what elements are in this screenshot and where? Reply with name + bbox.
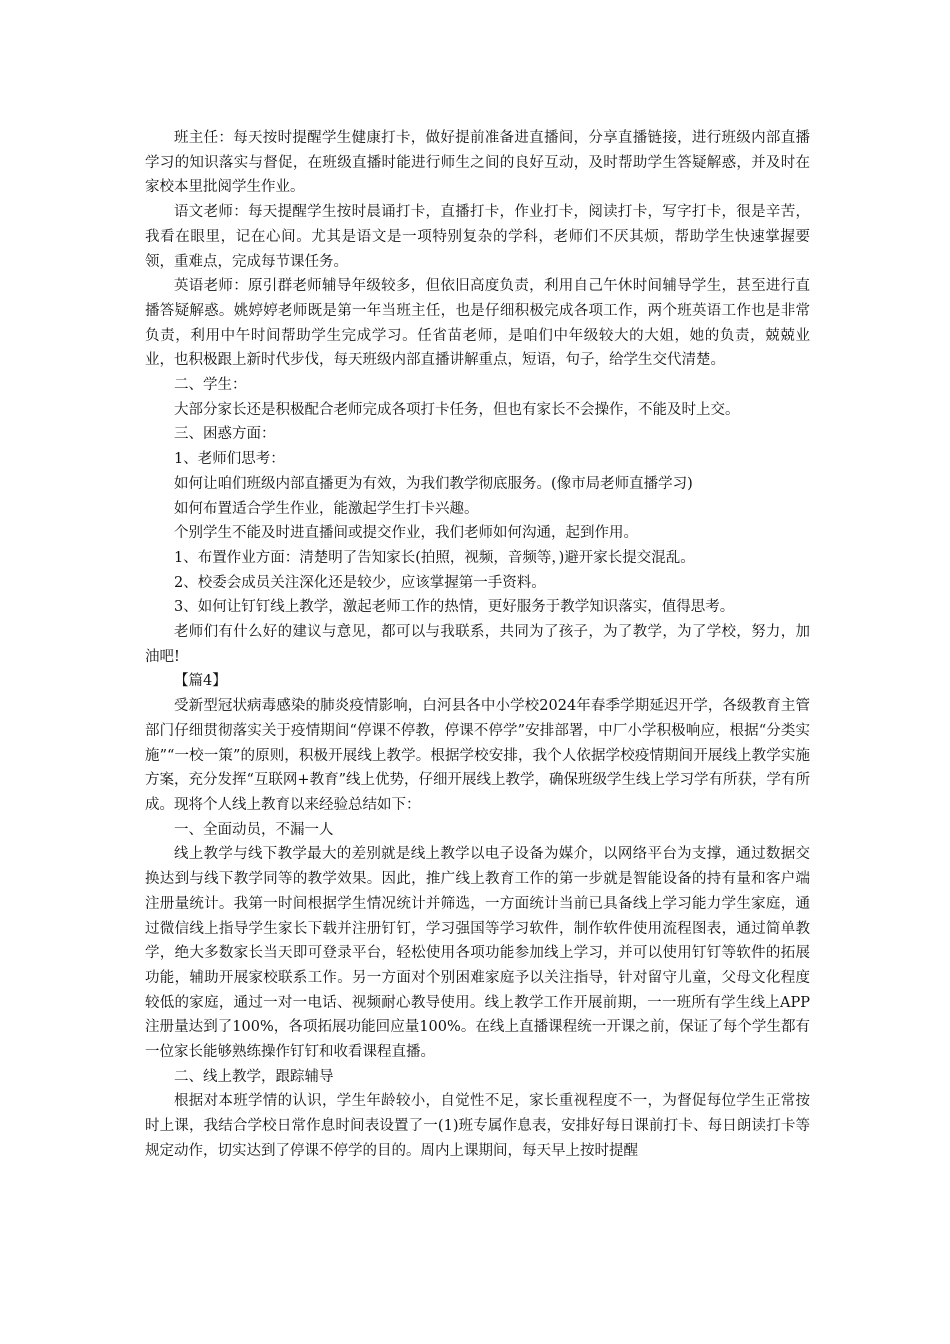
heading-mobilization: 一、全面动员，不漏一人 bbox=[174, 821, 334, 838]
paragraph-english-teacher: 英语老师：原引群老师辅导年级较多，但依旧高度负责，利用自己午休时间辅导学生，甚至进行直播答疑解惑。姚婷婷老师既是第一年当班主任，也是仔细积极完成各项工作，两个班英语工作也是非常负责，利用中午时间帮助学生完成学习。任省苗老师，是咱们中年级较大的大姐，她的负责，兢兢业业，也积极跟上新时代步伐，每天班级内部直播讲解重点，短语，句子，给学生交代清楚。 bbox=[145, 278, 810, 369]
paragraph-chinese-teacher: 语文老师：每天提醒学生按时晨诵打卡，直播打卡，作业打卡，阅读打卡，写字打卡，很是辛苦，我看在眼里，记在心间。尤其是语文是一项特别复杂的学科，老师们不厌其烦，帮助学生快速掌握要领，重难点，完成每节课任务。 bbox=[145, 204, 810, 270]
paragraph-question-1: 如何让咱们班级内部直播更为有效，为我们教学彻底服务。(像市局老师直播学习) bbox=[174, 475, 693, 492]
document-body bbox=[145, 126, 810, 1164]
paragraph-point-2: 2、校委会成员关注深化还是较少，应该掌握第一手资料。 bbox=[174, 574, 546, 591]
paragraph-question-2: 如何布置适合学生作业，能激起学生打卡兴趣。 bbox=[174, 500, 479, 517]
paragraph-closing: 老师们有什么好的建议与意见，都可以与我联系，共同为了孩子，为了教学，为了学校，努力，加油吧! bbox=[145, 624, 810, 665]
paragraph-intro-part4: 受新型冠状病毒感染的肺炎疫情影响，白河县各中小学校2024年春季学期延迟开学，各级教育主管部门仔细贯彻落实关于疫情期间“停课不停教，停课不停学”安排部署，中厂小学积极响应，根据“分类实施”“一校一策”的原则，积极开展线上教学。根据学校安排，我个人依据学校疫情期间开展线上教学实施方案，充分发挥“互联网+教育”线上优势，仔细开展线上教学，确保班级学生线上学习学有所获，学有所成。现将个人线上教育以来经验总结如下： bbox=[145, 698, 810, 813]
paragraph-students: 大部分家长还是积极配合老师完成各项打卡任务，但也有家长不会操作，不能及时上交。 bbox=[174, 401, 740, 418]
paragraph-point-3: 3、如何让钉钉线上教学，激起老师工作的热情，更好服务于教学知识落实，值得思考。 bbox=[174, 599, 735, 616]
heading-students: 二、学生： bbox=[174, 377, 247, 394]
paragraph-point-1: 1、布置作业方面：清楚明了告知家长(拍照，视频，音频等，)避开家长提交混乱。 bbox=[174, 549, 695, 566]
heading-online-teaching: 二、线上教学，跟踪辅导 bbox=[174, 1068, 334, 1085]
paragraph-online-teaching: 根据对本班学情的认识，学生年龄较小，自觉性不足，家长重视程度不一，为督促每位学生正常按时上课，我结合学校日常作息时间表设置了一(1)班专属作息表，安排好每日课前打卡、每日朗读打卡等规定动作，切实达到了停课不停学的目的。周内上课期间，每天早上按时提醒 bbox=[145, 1093, 810, 1159]
heading-teacher-thinking: 1、老师们思考： bbox=[174, 451, 285, 468]
paragraph-class-teacher: 班主任：每天按时提醒学生健康打卡，做好提前准备进直播间，分享直播链接，进行班级内部直播学习的知识落实与督促，在班级直播时能进行师生之间的良好互动，及时帮助学生答疑解惑，并及时在家校本里批阅学生作业。 bbox=[145, 130, 810, 196]
paragraph-mobilization: 线上教学与线下教学最大的差别就是线上教学以电子设备为媒介，以网络平台为支撑，通过数据交换达到与线下教学同等的教学效果。因此，推广线上教育工作的第一步就是智能设备的持有量和客户端注册量统计。我第一时间根据学生情况统计并筛选，一方面统计当前已具备线上学习能力学生家庭，通过微信线上指导学生家长下载并注册钉钉，学习强国等学习软件，制作软件使用流程图表，通过简单教学，绝大多数家长当天即可登录平台，轻松使用各项功能参加线上学习，并可以使用钉钉等软件的拓展功能，辅助开展家校联系工作。另一方面对个别困难家庭予以关注指导，针对留守儿童，父母文化程度较低的家庭，通过一对一电话、视频耐心教导使用。线上教学工作开展前期，一一班所有学生线上APP注册量达到了100%，各项拓展功能回应量100%。在线上直播课程统一开课之前，保证了每个学生都有一位家长能够熟练操作钉钉和收看课程直播。 bbox=[145, 846, 810, 1061]
paragraph-question-3: 个别学生不能及时进直播间或提交作业，我们老师如何沟通，起到作用。 bbox=[174, 525, 638, 542]
section-title-part4: 【篇4】 bbox=[174, 673, 227, 690]
heading-confusion: 三、困惑方面： bbox=[174, 426, 276, 443]
